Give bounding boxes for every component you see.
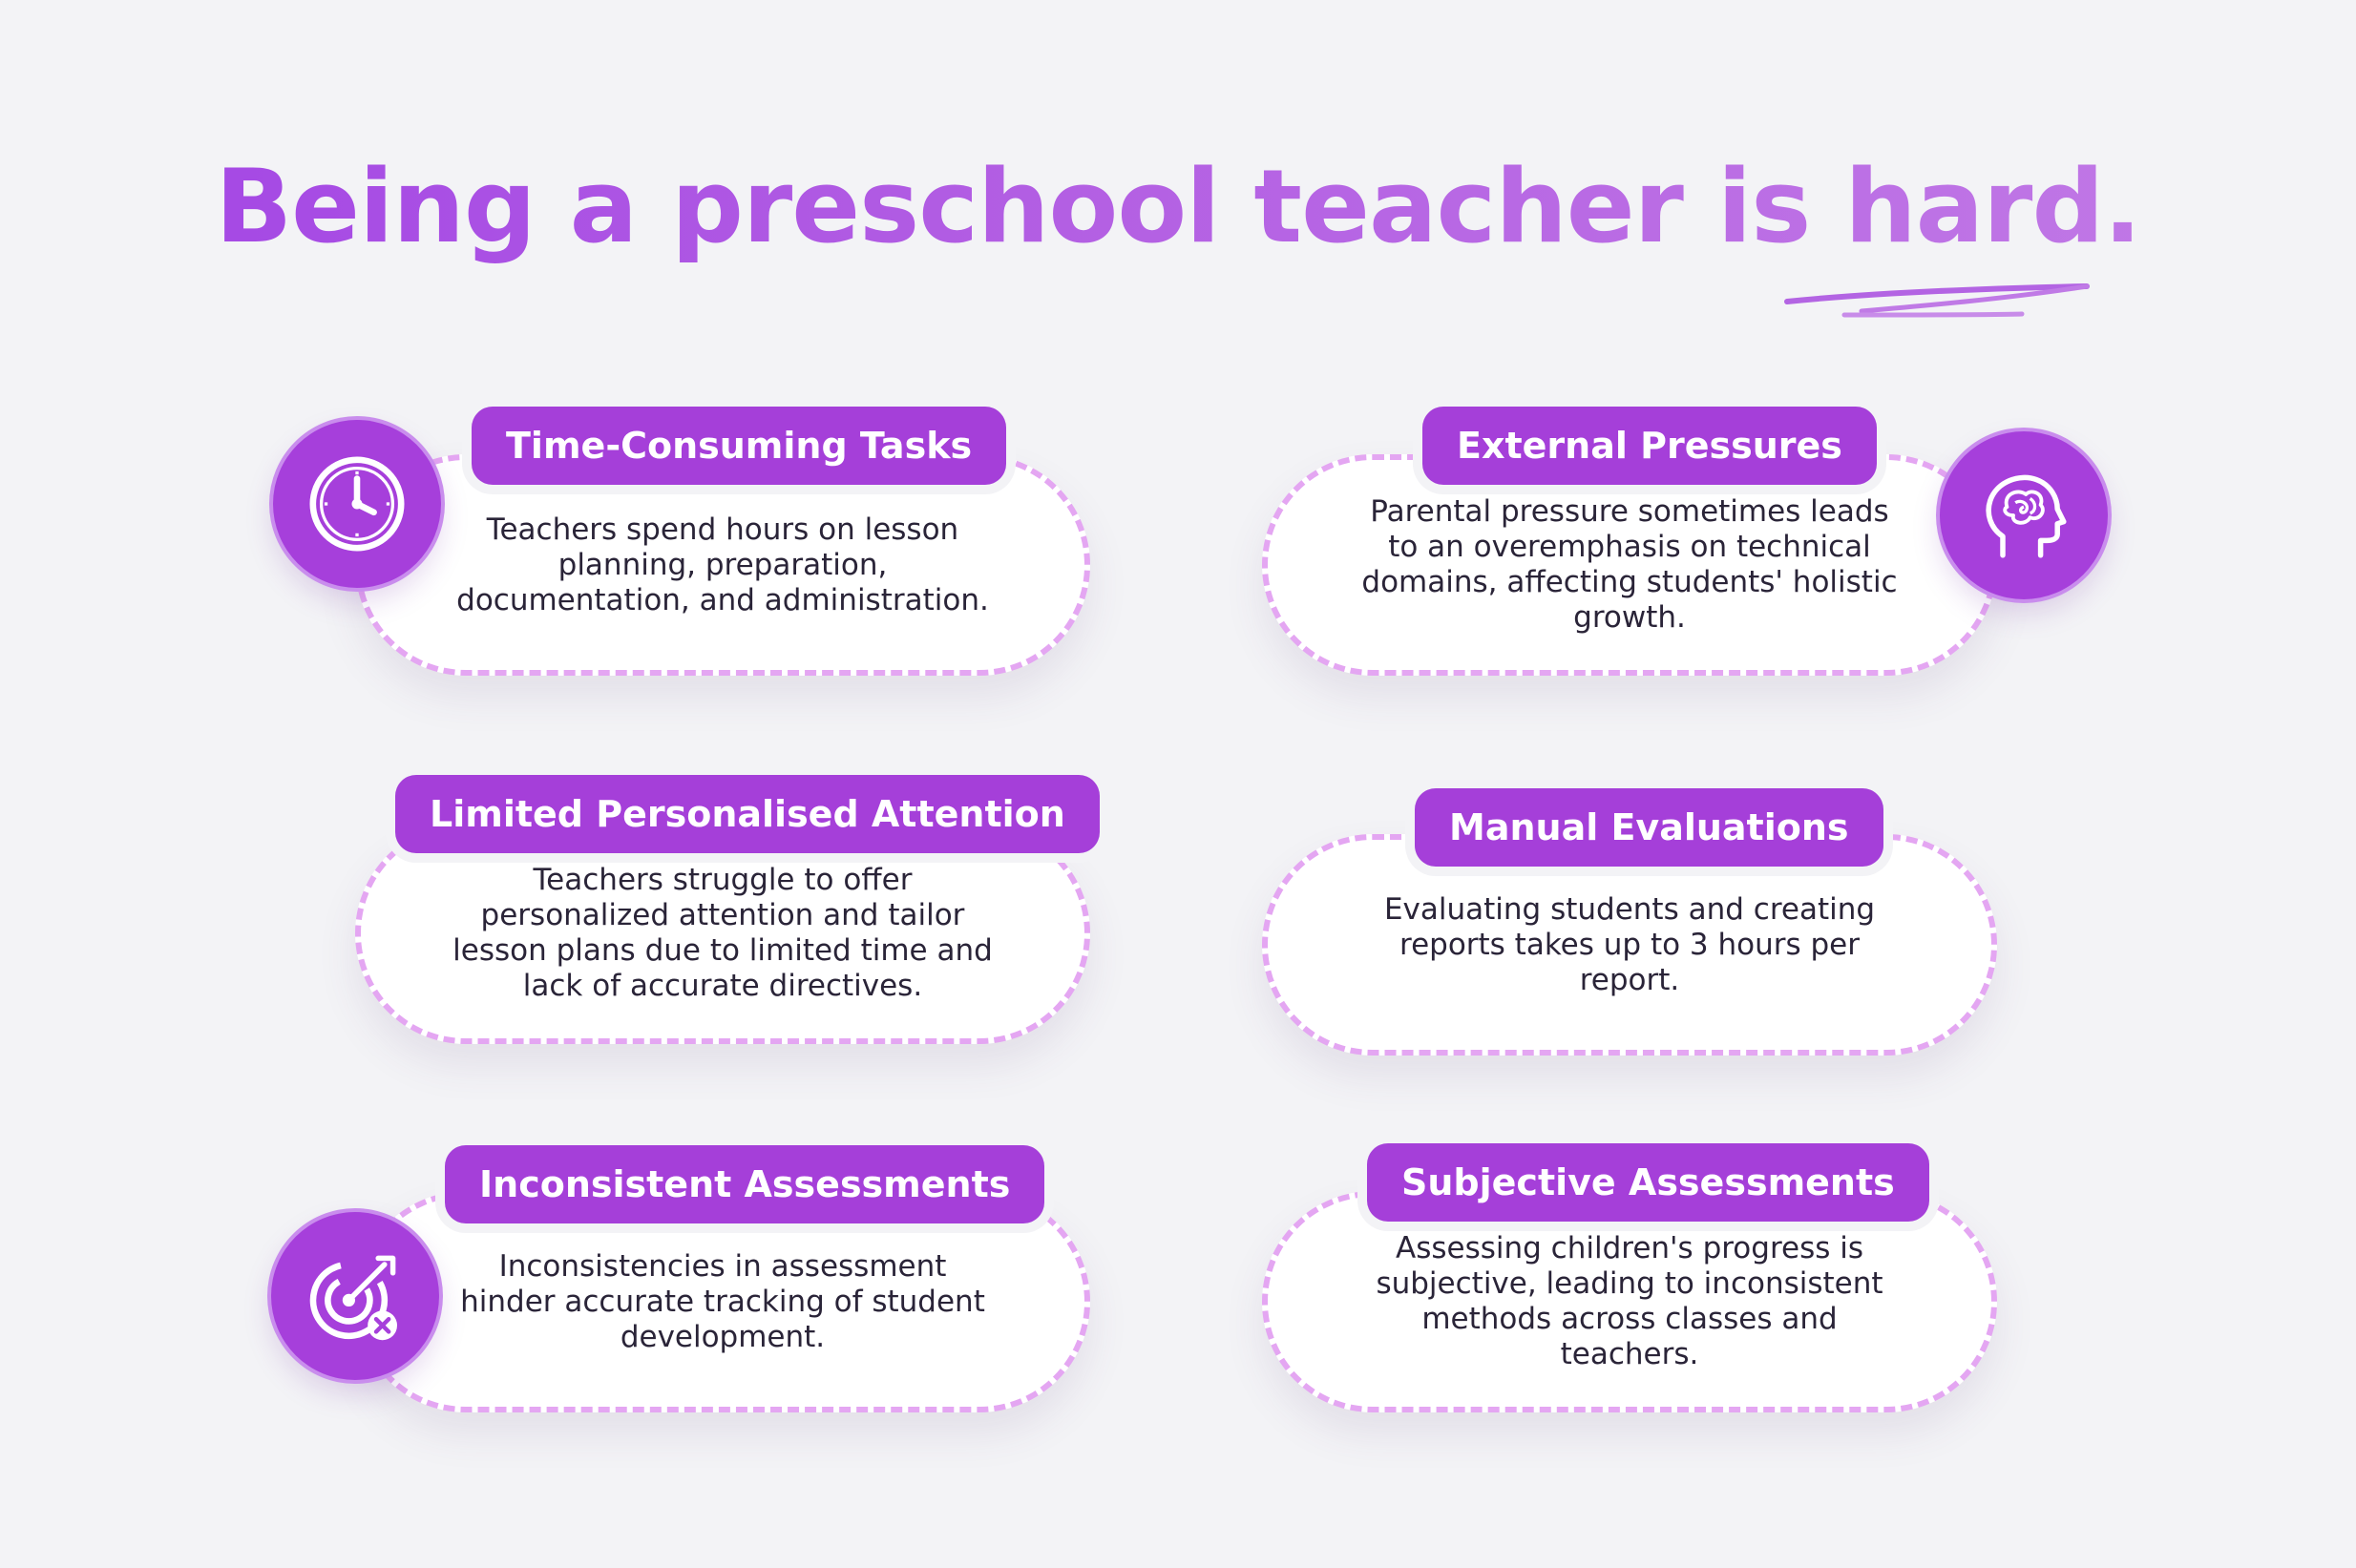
card-heading: Inconsistent Assessments xyxy=(445,1145,1044,1223)
card-manual-evaluations xyxy=(1262,834,1997,1056)
card-description: Inconsistencies in assessment hinder accurate tracking of student development. xyxy=(460,1248,985,1354)
card-description: Parental pressure sometimes leads to an overemphasis on technical domains, affecting students' holistic growth. xyxy=(1361,494,1898,635)
card-subjective-assessments xyxy=(1262,1191,1997,1412)
card-heading: External Pressures xyxy=(1422,407,1877,485)
card-heading: Time-Consuming Tasks xyxy=(472,407,1006,485)
title-underline-scribble xyxy=(1776,279,2100,326)
page-title: Being a preschool teacher is hard. xyxy=(0,148,2356,265)
card-limited-personalised-attention xyxy=(355,823,1090,1044)
card-inconsistent-assessments xyxy=(355,1191,1090,1412)
card-heading: Limited Personalised Attention xyxy=(395,775,1100,853)
target-miss-icon-badge xyxy=(271,1212,439,1380)
clock-icon-badge xyxy=(273,420,441,588)
card-external-pressures xyxy=(1262,454,1997,676)
card-time-consuming-tasks xyxy=(355,454,1090,676)
card-heading: Manual Evaluations xyxy=(1415,788,1883,867)
brain-head-icon-badge xyxy=(1940,431,2108,599)
brain-head-icon xyxy=(1971,463,2076,568)
card-description: Teachers spend hours on lesson planning, preparation, documentation, and administration. xyxy=(456,512,989,617)
card-description: Evaluating students and creating reports takes up to 3 hours per report. xyxy=(1383,891,1876,997)
card-description: Assessing children's progress is subjective, leading to inconsistent methods across classes and teachers. xyxy=(1376,1231,1883,1371)
card-heading: Subjective Assessments xyxy=(1367,1143,1929,1222)
target-miss-icon xyxy=(303,1244,408,1348)
card-description: Teachers struggle to offer personalized attention and tailor lesson plans due to limited time and lack of accurate directives. xyxy=(452,863,993,1003)
clock-icon xyxy=(305,451,410,556)
